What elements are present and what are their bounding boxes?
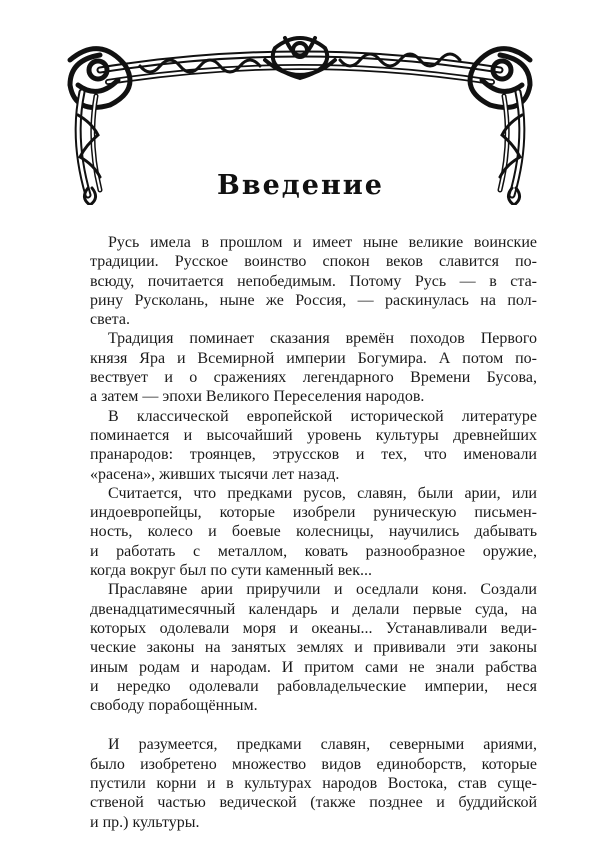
- text-line: пранародов: троянцев, этруссков и тех, что именовали: [90, 446, 537, 464]
- text-line: иным родам и народам. И притом сами не знали рабства: [90, 658, 537, 676]
- text-line: В классической европейской исторической литературе: [108, 407, 537, 425]
- text-line: Считается, что предками русов, славян, были арии, или: [108, 484, 537, 502]
- text-line: и нередко одолевали рабовладельческие империи, неся: [90, 677, 537, 695]
- paragraph: [90, 484, 537, 580]
- text-line: Русь имела в прошлом и имеет ныне великие воинские: [108, 234, 537, 251]
- text-line: света.: [90, 311, 130, 329]
- text-line: ственой частью ведической (также позднее и буддийской: [90, 794, 537, 812]
- text-line: свободу порабощённым.: [90, 697, 258, 715]
- text-line: было изобретено множество видов единоборств, которые: [90, 755, 537, 773]
- paragraph: [90, 329, 537, 406]
- text-line: которых одолевали моря и океаны... Устанавливали веди-: [90, 619, 537, 637]
- text-line: ность, колесо и боевые колесницы, научились дабывать: [90, 523, 537, 541]
- text-line: князя Яра и Всемирной империи Богумира. А потом по-: [90, 349, 537, 367]
- text-line: Традиция поминает сказания времён походов Первого: [108, 330, 537, 348]
- text-line: Праславяне арии приручили и оседлали коня. Создали: [108, 581, 537, 599]
- paragraph-gap: [90, 715, 537, 735]
- text-line: и работать с металлом, ковать разнообразное оружие,: [90, 542, 537, 560]
- text-line: всюду, почитается непобедимым. Потому Русь — в ста-: [90, 272, 537, 290]
- text-line: вествует и о сражениях легендарного Времени Бусова,: [90, 369, 537, 387]
- paragraph: [90, 580, 537, 715]
- text-line: ческие законы на занятых землях и прививали эти законы: [90, 639, 537, 657]
- text-line: и пр.) культуры.: [90, 813, 200, 831]
- text-line: а затем — эпохи Великого Переселения народов.: [90, 388, 425, 406]
- paragraph: [90, 735, 537, 831]
- text-line: когда вокруг был по сути каменный век...: [90, 562, 373, 580]
- paragraph: [90, 233, 537, 329]
- text-line: индоевропейцы, которые изобрели руническую письмен-: [90, 504, 537, 522]
- text-line: двенадцатимесячный календарь и делали первые суда, на: [90, 600, 537, 618]
- text-line: рину Русколань, ныне же Россия, — раскинулась на пол-: [90, 291, 537, 309]
- body-text: [90, 233, 537, 832]
- text-line: «расена», живших тысячи лет назад.: [90, 465, 340, 483]
- text-line: поминается и высочайший уровень культуры древнейших: [90, 426, 537, 444]
- text-line: традиции. Русское воинство спокон веков славится по-: [90, 253, 537, 271]
- page-title: Введение: [217, 170, 384, 201]
- text-line: И разумеется, предками славян, северными ариями,: [108, 736, 537, 754]
- paragraph: [90, 407, 537, 484]
- text-line: пустили корни и в культурах народов Востока, став суще-: [90, 775, 537, 793]
